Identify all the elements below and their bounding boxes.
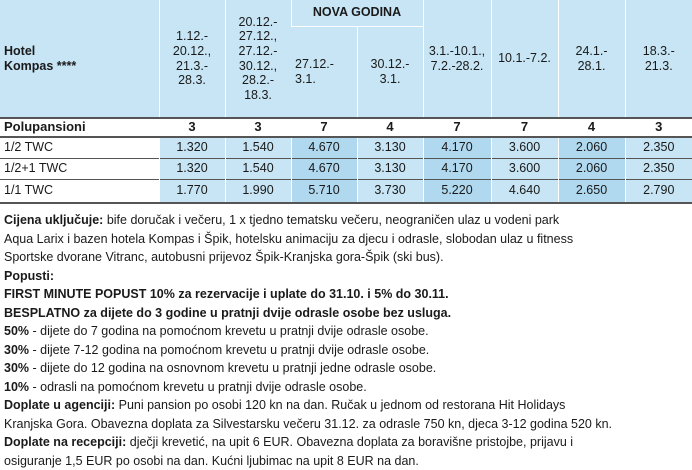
row-label: Polupansioni (0, 118, 159, 137)
table-row (0, 179, 692, 203)
table-row (0, 158, 692, 179)
nights-cell: 7 (423, 118, 491, 137)
price-cell: 1.320 (159, 158, 225, 179)
nights-cell: 7 (291, 118, 357, 137)
price-cell: 1.540 (225, 158, 291, 179)
room-type: 1/2+1 TWC (0, 158, 159, 179)
room-type: 1/2 TWC (0, 137, 159, 158)
period-header: 30.12.- 3.1. (357, 26, 423, 118)
discount-line: 30% - dijete do 12 godina na osnovnom krevetu u pratnji jedne odrasle osobe. (4, 359, 690, 378)
hotel-name: Hotel Kompas **** (0, 0, 159, 118)
room-type: 1/1 TWC (0, 179, 159, 203)
price-cell: 4.170 (423, 137, 491, 158)
doplate-agencija: Doplate u agenciji: Puni pansion po osobi 120 kn na dan. Ručak u jednom od restorana Hit Holidays (4, 396, 690, 415)
discount-line: 50% - dijete do 7 godina na pomoćnom krevetu u pratnji dvije odrasle osobe. (4, 322, 690, 341)
period-header: 10.1.-7.2. (491, 0, 558, 118)
price-cell: 2.350 (625, 137, 692, 158)
price-cell: 1.990 (225, 179, 291, 203)
polupansioni-row (0, 118, 692, 137)
period-header: 24.1.- 28.1. (558, 0, 625, 118)
doplate-agencija-cont: Kranjska Gora. Obavezna doplata za Silvestarsku večeru 31.12. za odrasle 750 kn, djeca 3-12 godina 520 kn. (4, 415, 690, 434)
nights-cell: 3 (625, 118, 692, 137)
period-header: 27.12.- 3.1. (291, 26, 357, 118)
cijena-ukljucuje-cont: Aqua Larix i bazen hotela Kompas i Špik, hotelsku animaciju za djecu i odrasle, slobodan ulaz u fitness (4, 230, 690, 249)
price-cell: 3.600 (491, 158, 558, 179)
discount-line: 30% - dijete 7-12 godina na pomoćnom krevetu u pratnji dvije odrasle osobe. (4, 341, 690, 360)
period-header: 20.12.- 27.12., 27.12.- 30.12., 28.2.- 18.3. (225, 0, 291, 118)
price-cell: 5.710 (291, 179, 357, 203)
nights-cell: 4 (357, 118, 423, 137)
price-cell: 2.060 (558, 158, 625, 179)
price-cell: 3.130 (357, 158, 423, 179)
table-row (0, 137, 692, 158)
nights-cell: 7 (491, 118, 558, 137)
price-cell: 5.220 (423, 179, 491, 203)
price-cell: 2.060 (558, 137, 625, 158)
discount-line: 10% - odrasli na pomoćnom krevetu u pratnji dvije odrasle osobe. (4, 378, 690, 397)
nova-godina-header: NOVA GODINA (291, 0, 423, 26)
period-header: 1.12.- 20.12., 21.3.- 28.3. (159, 0, 225, 118)
price-cell: 4.640 (491, 179, 558, 203)
price-cell: 4.670 (291, 158, 357, 179)
nights-cell: 3 (225, 118, 291, 137)
price-cell: 4.170 (423, 158, 491, 179)
besplatno-note: BESPLATNO za dijete do 3 godine u pratnji dvije odrasle osobe bez usluga. (4, 304, 690, 323)
price-cell: 2.350 (625, 158, 692, 179)
info-section (4, 211, 690, 470)
price-cell: 1.770 (159, 179, 225, 203)
price-cell: 3.130 (357, 137, 423, 158)
price-table (0, 0, 692, 204)
price-cell: 3.730 (357, 179, 423, 203)
price-cell: 1.320 (159, 137, 225, 158)
cijena-ukljucuje: Cijena uključuje: bife doručak i večeru, 1 x tjedno tematsku večeru, neograničen ulaz u vodeni park (4, 211, 690, 230)
price-cell: 1.540 (225, 137, 291, 158)
price-cell: 3.600 (491, 137, 558, 158)
price-cell: 2.790 (625, 179, 692, 203)
first-minute-popust: FIRST MINUTE POPUST 10% za rezervacije i uplate do 31.10. i 5% do 30.11. (4, 285, 690, 304)
nights-cell: 3 (159, 118, 225, 137)
price-cell: 2.650 (558, 179, 625, 203)
nights-cell: 4 (558, 118, 625, 137)
period-header: 3.1.-10.1., 7.2.-28.2. (423, 0, 491, 118)
period-header: 18.3.- 21.3. (625, 0, 692, 118)
cijena-ukljucuje-cont: Sportske dvorane Vitranc, autobusni prijevoz Špik-Kranjska gora-Špik (ski bus). (4, 248, 690, 267)
doplate-recepcija-cont: osiguranje 1,5 EUR po osobi na dan. Kućni ljubimac na upit 8 EUR na dan. (4, 452, 690, 470)
price-cell: 4.670 (291, 137, 357, 158)
doplate-recepcija: Doplate na recepciji: dječji krevetić, na upit 6 EUR. Obavezna doplata za boravišne pristojbe, prijavu i (4, 433, 690, 452)
popusti-heading: Popusti: (4, 267, 690, 286)
